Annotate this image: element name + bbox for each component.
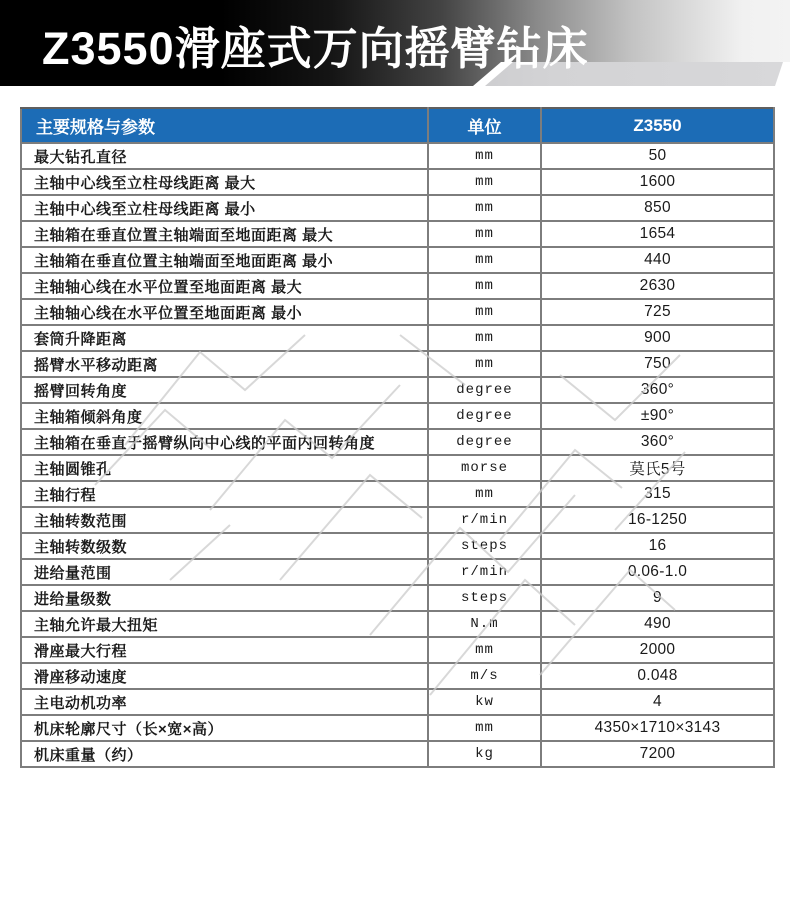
parameter-value: 16: [541, 533, 774, 559]
parameter-unit: mm: [428, 637, 541, 663]
parameter-value: 315: [541, 481, 774, 507]
table-row: [21, 325, 774, 351]
parameter-name: 滑座移动速度: [21, 663, 428, 689]
spec-table-body: [21, 143, 774, 767]
parameter-value: 2630: [541, 273, 774, 299]
spec-table-container: [20, 107, 775, 768]
table-row: [21, 247, 774, 273]
parameter-unit: mm: [428, 715, 541, 741]
parameter-value: 9: [541, 585, 774, 611]
parameter-value: 2000: [541, 637, 774, 663]
parameter-name: 套筒升降距离: [21, 325, 428, 351]
parameter-unit: mm: [428, 481, 541, 507]
parameter-value: 360°: [541, 429, 774, 455]
parameter-name: 主轴轴心线在水平位置至地面距离 最大: [21, 273, 428, 299]
parameter-value: ±90°: [541, 403, 774, 429]
parameter-value: 900: [541, 325, 774, 351]
parameter-value: 4350×1710×3143: [541, 715, 774, 741]
table-row: [21, 299, 774, 325]
table-row: [21, 637, 774, 663]
table-row: [21, 221, 774, 247]
parameter-unit: r/min: [428, 507, 541, 533]
title-banner: [0, 0, 790, 86]
table-row: [21, 611, 774, 637]
table-row: [21, 403, 774, 429]
parameter-unit: m/s: [428, 663, 541, 689]
parameter-name: 进给量范围: [21, 559, 428, 585]
parameter-unit: degree: [428, 403, 541, 429]
table-row: [21, 377, 774, 403]
table-row: [21, 533, 774, 559]
parameter-value: 490: [541, 611, 774, 637]
parameter-unit: morse: [428, 455, 541, 481]
header-unit: 单位: [428, 108, 541, 143]
parameter-name: 主轴中心线至立柱母线距离 最小: [21, 195, 428, 221]
parameter-name: 主轴转数级数: [21, 533, 428, 559]
parameter-name: 摇臂水平移动距离: [21, 351, 428, 377]
parameter-name: 主轴中心线至立柱母线距离 最大: [21, 169, 428, 195]
spec-table-header: [21, 108, 774, 143]
parameter-unit: mm: [428, 221, 541, 247]
parameter-value: 莫氏5号: [541, 455, 774, 481]
parameter-value: 16-1250: [541, 507, 774, 533]
parameter-value: 850: [541, 195, 774, 221]
parameter-value: 1600: [541, 169, 774, 195]
table-row: [21, 351, 774, 377]
parameter-unit: degree: [428, 429, 541, 455]
parameter-value: 4: [541, 689, 774, 715]
parameter-unit: steps: [428, 533, 541, 559]
parameter-unit: mm: [428, 169, 541, 195]
parameter-name: 摇臂回转角度: [21, 377, 428, 403]
table-row: [21, 481, 774, 507]
parameter-name: 进给量级数: [21, 585, 428, 611]
parameter-name: 主轴箱在垂直位置主轴端面至地面距离 最大: [21, 221, 428, 247]
parameter-unit: mm: [428, 273, 541, 299]
spec-table: [20, 107, 775, 768]
parameter-unit: mm: [428, 325, 541, 351]
parameter-name: 主电动机功率: [21, 689, 428, 715]
table-row: [21, 169, 774, 195]
parameter-value: 1654: [541, 221, 774, 247]
parameter-value: 750: [541, 351, 774, 377]
parameter-unit: mm: [428, 195, 541, 221]
parameter-name: 主轴轴心线在水平位置至地面距离 最小: [21, 299, 428, 325]
parameter-name: 主轴转数范围: [21, 507, 428, 533]
parameter-value: 7200: [541, 741, 774, 767]
parameter-value: 50: [541, 143, 774, 169]
parameter-name: 主轴箱在垂直于摇臂纵向中心线的平面内回转角度: [21, 429, 428, 455]
header-model: Z3550: [541, 108, 774, 143]
parameter-unit: kg: [428, 741, 541, 767]
parameter-name: 主轴箱在垂直位置主轴端面至地面距离 最小: [21, 247, 428, 273]
table-row: [21, 273, 774, 299]
page-title: Z3550滑座式万向摇臂钻床: [42, 23, 589, 74]
parameter-unit: mm: [428, 299, 541, 325]
parameter-unit: kw: [428, 689, 541, 715]
table-row: [21, 689, 774, 715]
parameter-unit: mm: [428, 351, 541, 377]
table-row: [21, 195, 774, 221]
parameter-value: 360°: [541, 377, 774, 403]
parameter-value: 725: [541, 299, 774, 325]
parameter-unit: r/min: [428, 559, 541, 585]
parameter-name: 机床重量（约）: [21, 741, 428, 767]
table-row: [21, 507, 774, 533]
parameter-name: 主轴箱倾斜角度: [21, 403, 428, 429]
table-row: [21, 663, 774, 689]
parameter-name: 滑座最大行程: [21, 637, 428, 663]
parameter-value: 440: [541, 247, 774, 273]
header-row: [21, 108, 774, 143]
parameter-unit: mm: [428, 143, 541, 169]
table-row: [21, 715, 774, 741]
parameter-name: 主轴允许最大扭矩: [21, 611, 428, 637]
parameter-unit: degree: [428, 377, 541, 403]
table-row: [21, 429, 774, 455]
parameter-value: 0.048: [541, 663, 774, 689]
parameter-unit: mm: [428, 247, 541, 273]
table-row: [21, 455, 774, 481]
parameter-value: 0.06-1.0: [541, 559, 774, 585]
table-row: [21, 585, 774, 611]
parameter-unit: steps: [428, 585, 541, 611]
parameter-name: 主轴行程: [21, 481, 428, 507]
parameter-name: 主轴圆锥孔: [21, 455, 428, 481]
parameter-unit: N.m: [428, 611, 541, 637]
parameter-name: 最大钻孔直径: [21, 143, 428, 169]
parameter-name: 机床轮廓尺寸（长×宽×高）: [21, 715, 428, 741]
table-row: [21, 559, 774, 585]
table-row: [21, 143, 774, 169]
table-row: [21, 741, 774, 767]
header-parameter: 主要规格与参数: [21, 108, 428, 143]
